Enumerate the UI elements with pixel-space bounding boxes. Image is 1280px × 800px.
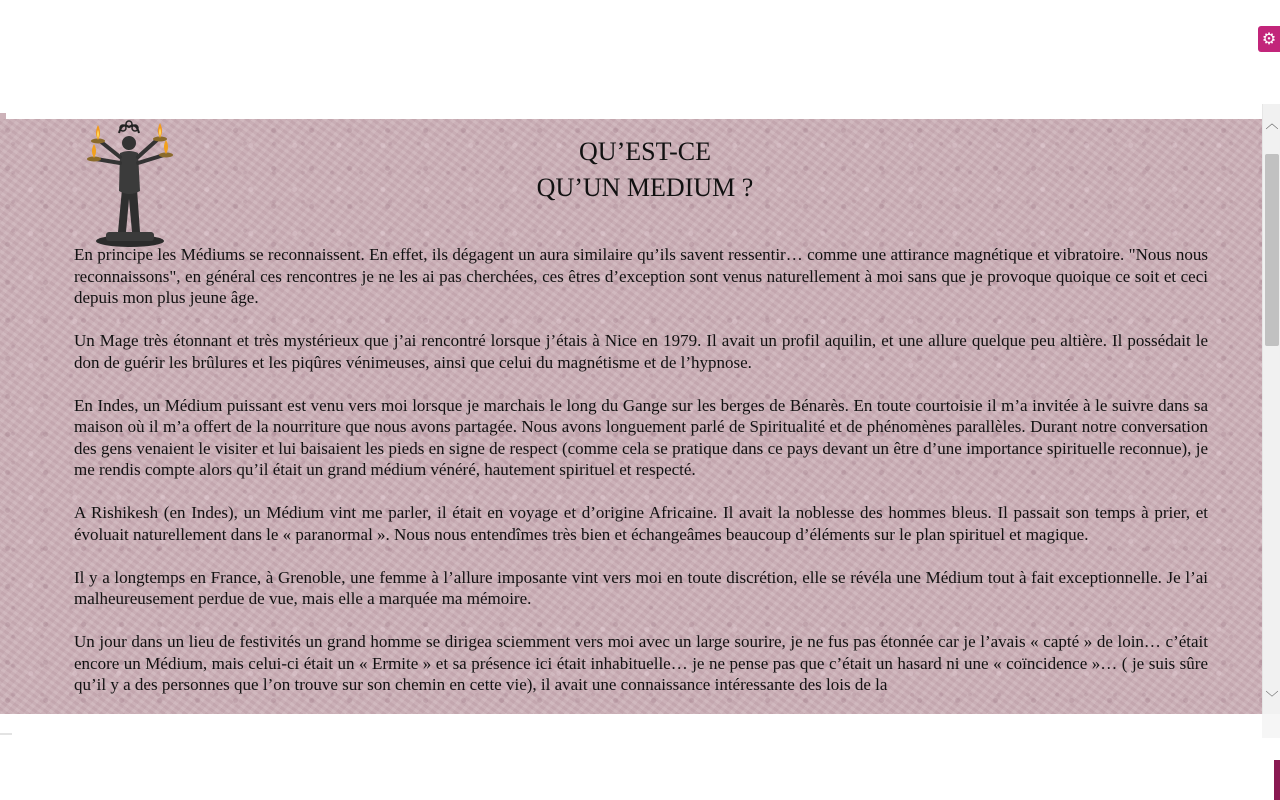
vertical-scrollbar[interactable] bbox=[1262, 104, 1280, 714]
paragraph-4: A Rishikesh (en Indes), un Médium vint me parler, il était en voyage et d’origine Africaine. Il avait la noblesse des hommes bleus. Il passait son temps à prier, et évoluait naturellement dans le « paranormal ». Nous nous entendîmes très bien et échangeâmes beaucoup d’éléments sur le plan spirituel et magique. bbox=[74, 503, 1208, 544]
corner-accent bbox=[1274, 760, 1280, 800]
divider bbox=[0, 733, 12, 735]
article-body bbox=[74, 244, 1208, 714]
page-title bbox=[0, 133, 1262, 207]
scroll-down-icon[interactable]: ﹀ bbox=[1265, 691, 1279, 706]
paragraph-3: En Indes, un Médium puissant est venu vers moi lorsque je marchais le long du Gange sur les berges de Bénarès. En toute courtoisie il m’a invitée à le suivre dans sa maison où il m’a offert de la nourriture que nous avons partagée. Nous avons longuement parlé de Spiritualité et de phénomènes parallèles. Durant notre conversation des gens venaient le visiter et lui baisaient les pieds en signe de respect (comme cela se pratique dans ce pays devant un être d’une importance spirituelle reconnue), je me rendis compte alors qu’il était un grand médium vénéré, hautement spirituel et respecté. bbox=[74, 395, 1208, 479]
paragraph-2: Un Mage très étonnant et très mystérieux que j’ai rencontré lorsque j’étais à Nice en 1979. Il avait un profil aquilin, et une allure quelque peu altière. Il possédait le don de guérir les brûlures et les piqûres vénimeuses, ainsi que celui du magnétisme et de l’hypnose. bbox=[74, 331, 1208, 372]
gear-icon[interactable]: ⚙ bbox=[1258, 26, 1280, 52]
scroll-thumb[interactable] bbox=[1265, 154, 1279, 346]
scrollbar-corner bbox=[1262, 714, 1280, 738]
paragraph-5: Il y a longtemps en France, à Grenoble, une femme à l’allure imposante vint vers moi en toute discrétion, elle se révéla une Médium tout à fait exceptionnelle. Je l’ai malheureusement perdue de vue, mais elle a marquée ma mémoire. bbox=[74, 567, 1208, 608]
page-title-line-2: QU’UN MEDIUM ? bbox=[536, 173, 754, 202]
scroll-up-icon[interactable]: ︿ bbox=[1265, 117, 1279, 132]
paragraph-1: En principe les Médiums se reconnaissent. En effet, ils dégagent un aura similaire qu’ils savent ressentir… comme une attirance magnétique et vibratoire. "Nous nous reconnaissons", en général ces rencontres je ne les ai pas cherchées, ces êtres d’exception sont venus naturellement à moi sans que je provoque quoique ce soit et ceci depuis mon plus jeune âge. bbox=[74, 245, 1208, 307]
page-title-line-1: QU’EST-CE bbox=[579, 137, 711, 166]
paragraph-6: Un jour dans un lieu de festivités un grand homme se dirigea sciemment vers moi avec un large sourire, je ne fus pas étonnée car je l’avais « capté » de loin… c’était encore un Médium, mais celui-ci était un « Ermite » et sa présence ici était inhabituelle… je ne pense pas que c’était un hasard ni une « coïncidence »… ( je suis sûre qu’il y a des personnes que l’on trouve sur son chemin en cette vie), il avait une connaissance intéressante des lois de la bbox=[74, 632, 1208, 694]
content-frame bbox=[0, 119, 1262, 714]
